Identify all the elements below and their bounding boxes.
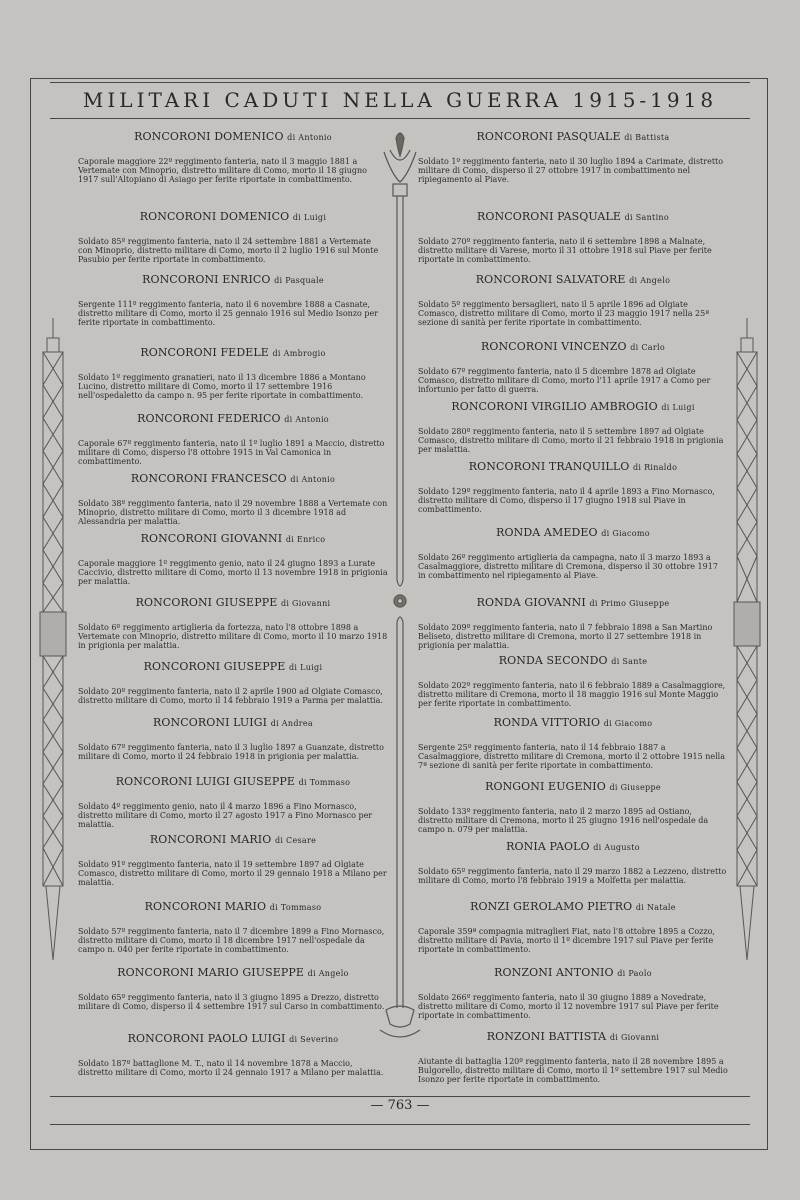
- entry-patronymic: di Carlo: [630, 343, 665, 352]
- entry-name: [78, 966, 388, 980]
- entry-left-4: [78, 412, 388, 467]
- entry-name: [78, 775, 388, 789]
- entry-description: Soldato 1º reggimento fanteria, nato il 30 luglio 1894 a Carimate, distretto militare di Como, disperso il 27 ottobre 1917 in combattimento nel ripiegamento al Piave.: [418, 157, 724, 185]
- entry-right-0: [418, 130, 728, 185]
- entry-patronymic: di Giovanni: [609, 1033, 660, 1042]
- entry-name: [78, 660, 388, 674]
- entry-name: [418, 780, 728, 794]
- entry-surname: RONGONI EUGENIO: [485, 780, 606, 793]
- entry-patronymic: di Giovanni: [280, 599, 331, 608]
- entry-patronymic: di Giacomo: [603, 719, 653, 728]
- entry-left-1: [78, 210, 388, 265]
- entry-patronymic: di Santino: [624, 213, 669, 222]
- entry-surname: RONDA AMEDEO: [496, 526, 598, 539]
- entry-patronymic: di Augusto: [593, 843, 640, 852]
- entry-surname: RONCORONI VINCENZO: [481, 340, 627, 353]
- entry-description: Soldato 67º reggimento fanteria, nato il 3 luglio 1897 a Guanzate, distretto militare di Como, morto il 24 febbraio 1918 in prigionia per malattia.: [78, 743, 384, 762]
- entry-patronymic: di Rinaldo: [632, 463, 678, 472]
- entry-left-8: [78, 660, 388, 705]
- entry-patronymic: di Antonio: [287, 133, 332, 142]
- entry-name: [418, 596, 728, 610]
- entry-name: [418, 1030, 728, 1044]
- entry-patronymic: di Andrea: [270, 719, 313, 728]
- entry-surname: RONCORONI FEDELE: [140, 346, 269, 359]
- entry-right-3: [418, 340, 728, 395]
- entry-left-10: [78, 775, 388, 830]
- entry-patronymic: di Giuseppe: [609, 783, 661, 792]
- entry-right-14: [418, 1030, 728, 1085]
- entry-surname: RONZONI BATTISTA: [486, 1030, 607, 1043]
- entry-name: [78, 900, 388, 914]
- entry-surname: RONCORONI FEDERICO: [137, 412, 281, 425]
- footer-rule-top: [50, 1096, 750, 1097]
- entry-description: Soldato 26º reggimento artiglieria da campagna, nato il 3 marzo 1893 a Casalmaggiore, distretto militare di Cremona, disperso il 30 ottobre 1917 in combattimento nel ripiegamento al Piave.: [418, 553, 718, 581]
- entry-name: [418, 273, 728, 287]
- entry-left-0: [78, 130, 388, 185]
- entry-description: Soldato 38º reggimento fanteria, nato il 29 novembre 1888 a Vertemate con Minoprio, distretto militare di Como, morto il 3 dicembre 1918 ad Alessandria per malattia.: [78, 499, 388, 527]
- entry-name: [418, 210, 728, 224]
- entry-name: [78, 273, 388, 287]
- entry-patronymic: di Tommaso: [298, 778, 351, 787]
- entry-description: Soldato 133º reggimento fanteria, nato il 2 marzo 1895 ad Ostiano, distretto militare di Cremona, morto il 25 giugno 1916 nell'ospedale da campo n. 079 per malattia.: [418, 807, 709, 835]
- entry-patronymic: di Antonio: [290, 475, 336, 484]
- entry-patronymic: di Luigi: [292, 213, 327, 222]
- entry-description: Sergente 25º reggimento fanteria, nato il 14 febbraio 1887 a Casalmaggiore, distretto militare di Cremona, morto il 2 ottobre 1915 nella 7ª sezione di sanità per ferite riportate in combattimento.: [418, 743, 726, 771]
- entry-name: [78, 210, 388, 224]
- entry-surname: RONDA VITTORIO: [493, 716, 601, 729]
- entry-name: [418, 340, 728, 354]
- entry-description: Soldato 270º reggimento fanteria, nato il 6 settembre 1898 a Malnate, distretto militare di Varese, morto il 31 ottobre 1918 sul Piave per ferite riportate in combattimento.: [418, 237, 712, 265]
- entry-left-13: [78, 966, 388, 1011]
- entry-left-5: [78, 472, 388, 527]
- entry-patronymic: di Luigi: [661, 403, 695, 412]
- entry-patronymic: di Angelo: [307, 969, 349, 978]
- entry-description: Soldato 1º reggimento granatieri, nato il 13 dicembre 1886 a Montano Lucino, distretto militare di Como, morto il 17 settembre 1916 nell'ospedaletto da campo n. 95 per ferite riportate in combattimento.: [78, 373, 366, 401]
- entry-surname: RONZI GEROLAMO PIETRO: [470, 900, 633, 913]
- entry-right-12: [418, 900, 728, 955]
- entry-description: Caporale maggiore 22º reggimento fanteria, nato il 3 maggio 1881 a Vertemate con Minoprio, distretto militare di Como, morto il 18 giugno 1917 sull'Altopiano di Asiago per ferite riportate in combattimento.: [78, 157, 367, 185]
- entry-description: Soldato 129º reggimento fanteria, nato il 4 aprile 1893 a Fino Mornasco, distretto militare di Como, disperso il 17 giugno 1918 sul Piave in combattimento.: [418, 487, 715, 515]
- entry-left-2: [78, 273, 388, 328]
- entry-name: [418, 400, 728, 414]
- entry-surname: RONDA SECONDO: [498, 654, 608, 667]
- entry-description: Soldato 4º reggimento genio, nato il 4 marzo 1896 a Fino Mornasco, distretto militare di Como, morto il 27 agosto 1917 a Fino Mornasco per malattia.: [78, 802, 373, 830]
- entry-patronymic: di Paolo: [617, 969, 652, 978]
- entry-description: Soldato 65º reggimento fanteria, nato il 29 marzo 1882 a Lezzeno, distretto militare di Como, morto l'8 febbraio 1919 a Molfetta per malattia.: [418, 867, 727, 886]
- entry-surname: RONDA GIOVANNI: [476, 596, 586, 609]
- entry-name: [78, 833, 388, 847]
- entry-name: [78, 412, 388, 426]
- entry-left-12: [78, 900, 388, 955]
- entry-description: Aiutante di battaglia 120º reggimento fanteria, nato il 28 novembre 1895 a Bulgorello, distretto militare di Como, morto il 1º settembre 1917 sul Medio Isonzo per ferite riportate in combattimento.: [418, 1057, 728, 1085]
- entry-surname: RONCORONI FRANCESCO: [130, 472, 287, 485]
- entry-surname: RONCORONI SALVATORE: [475, 273, 626, 286]
- entry-left-9: [78, 716, 388, 761]
- entry-description: Soldato 202º reggimento fanteria, nato il 6 febbraio 1889 a Casalmaggiore, distretto militare di Cremona, morto il 18 maggio 1916 sul Monte Maggio per ferite riportate in combattimento.: [418, 681, 726, 709]
- entry-left-3: [78, 346, 388, 401]
- entry-surname: RONCORONI GIUSEPPE: [143, 660, 286, 673]
- entry-description: Sergente 111º reggimento fanteria, nato il 6 novembre 1888 a Casnate, distretto militare di Como, morto il 25 gennaio 1916 sul Medio Isonzo per ferite riportate in combattimento.: [78, 300, 379, 328]
- entry-surname: RONCORONI VIRGILIO AMBROGIO: [451, 400, 658, 413]
- entry-name: [78, 596, 388, 610]
- entry-patronymic: di Sante: [611, 657, 648, 666]
- entry-name: [78, 346, 388, 360]
- entry-surname: RONIA PAOLO: [506, 840, 590, 853]
- entry-patronymic: di Cesare: [274, 836, 317, 845]
- entry-patronymic: di Natale: [635, 903, 676, 912]
- entry-left-11: [78, 833, 388, 888]
- entry-name: [418, 654, 728, 668]
- entry-surname: RONCORONI LUIGI: [153, 716, 268, 729]
- entry-patronymic: di Tommaso: [269, 903, 322, 912]
- entry-name: [418, 840, 728, 854]
- entry-surname: RONCORONI MARIO GIUSEPPE: [117, 966, 304, 979]
- entry-patronymic: di Angelo: [629, 276, 671, 285]
- entry-name: [78, 716, 388, 730]
- entry-right-6: [418, 526, 728, 581]
- entry-surname: RONCORONI PASQUALE: [476, 130, 621, 143]
- entry-left-6: [78, 532, 388, 587]
- entry-surname: RONCORONI LUIGI GIUSEPPE: [115, 775, 296, 788]
- entry-name: [78, 472, 388, 486]
- entry-surname: RONCORONI DOMENICO: [139, 210, 290, 223]
- entry-surname: RONCORONI PAOLO LUIGI: [127, 1032, 286, 1045]
- entry-patronymic: di Pasquale: [274, 276, 324, 285]
- entry-description: Soldato 280º reggimento fanteria, nato il 5 settembre 1897 ad Olgiate Comasco, distretto militare di Como, morto il 21 febbraio 1918 in prigionia per malattia.: [418, 427, 724, 455]
- entry-patronymic: di Giacomo: [601, 529, 650, 538]
- entry-name: [418, 716, 728, 730]
- entry-description: Soldato 5º reggimento bersaglieri, nato il 5 aprile 1896 ad Olgiate Comasco, distretto militare di Como, morto il 23 maggio 1917 nella 25ª sezione di sanità per ferite riportate in combattimento.: [418, 300, 710, 328]
- entry-patronymic: di Severino: [289, 1035, 339, 1044]
- entry-name: [78, 130, 388, 144]
- entry-patronymic: di Primo Giuseppe: [589, 599, 670, 608]
- page-title: MILITARI CADUTI NELLA GUERRA 1915-1918: [82, 88, 718, 112]
- entry-surname: RONCORONI DOMENICO: [134, 130, 284, 143]
- entry-left-14: [78, 1032, 388, 1077]
- entry-right-5: [418, 460, 728, 515]
- entry-description: Soldato 57º reggimento fanteria, nato il 7 dicembre 1899 a Fino Mornasco, distretto militare di Como, morto il 18 dicembre 1917 nell'ospedale da campo n. 040 per ferite riportate in combattimento.: [78, 927, 385, 955]
- entry-right-2: [418, 273, 728, 328]
- entry-patronymic: di Luigi: [289, 663, 323, 672]
- entry-right-4: [418, 400, 728, 455]
- entry-description: Soldato 187º battaglione M. T., nato il 14 novembre 1878 a Maccio, distretto militare di Como, morto il 24 gennaio 1917 a Milano per malattia.: [78, 1059, 384, 1078]
- entry-right-10: [418, 780, 728, 835]
- page-number: — 763 —: [370, 1098, 430, 1113]
- entry-surname: RONCORONI GIUSEPPE: [135, 596, 278, 609]
- entry-description: Caporale 359ª compagnia mitraglieri Fiat, nato l'8 ottobre 1895 a Cozzo, distretto militare di Pavia, morto il 1º dicembre 1917 sul Piave per ferite riportate in combattimento.: [418, 927, 715, 955]
- entry-right-11: [418, 840, 728, 885]
- footer-rule-bottom: [50, 1124, 750, 1125]
- entry-surname: RONCORONI ENRICO: [142, 273, 271, 286]
- entry-patronymic: di Antonio: [284, 415, 329, 424]
- entry-name: [418, 966, 728, 980]
- entry-description: Soldato 67º reggimento fanteria, nato il 5 dicembre 1878 ad Olgiate Comasco, distretto militare di Como, morto l'11 aprile 1917 a Como per infortunio per fatto di guerra.: [418, 367, 711, 395]
- entry-patronymic: di Battista: [624, 133, 670, 142]
- entry-right-13: [418, 966, 728, 1021]
- entry-description: Caporale maggiore 1º reggimento genio, nato il 24 giugno 1893 a Lurate Caccivio, distretto militare di Como, morto il 13 novembre 1918 in prigionia per malattia.: [78, 559, 388, 587]
- entry-name: [418, 460, 728, 474]
- entry-description: Soldato 209º reggimento fanteria, nato il 7 febbraio 1898 a San Martino Beliseto, distretto militare di Cremona, morto il 27 settembre 1918 in prigionia per malattia.: [418, 623, 713, 651]
- title-rule-top: [50, 82, 750, 83]
- entry-name: [418, 526, 728, 540]
- entry-name: [78, 1032, 388, 1046]
- entry-name: [78, 532, 388, 546]
- entry-description: Soldato 266º reggimento fanteria, nato il 30 giugno 1889 a Novedrate, distretto militare di Como, morto il 12 novembre 1917 sul Piave per ferite riportate in combattimento.: [418, 993, 719, 1021]
- entry-left-7: [78, 596, 388, 651]
- entry-description: Soldato 20º reggimento fanteria, nato il 2 aprile 1900 ad Olgiate Comasco, distretto militare di Como, morto il 14 febbraio 1919 a Parma per malattia.: [78, 687, 383, 706]
- entry-surname: RONCORONI MARIO: [144, 900, 267, 913]
- title-rule-bottom: [50, 118, 750, 119]
- entry-description: Caporale 67º reggimento fanteria, nato il 1º luglio 1891 a Maccio, distretto militare di Como, disperso l'8 ottobre 1915 in Val Camonica in combattimento.: [78, 439, 385, 467]
- entry-patronymic: di Enrico: [285, 535, 326, 544]
- entry-description: Soldato 85º reggimento fanteria, nato il 24 settembre 1881 a Vertemate con Minoprio, distretto militare di Como, morto il 2 luglio 1916 sul Monte Pasubio per ferite riportate in combattimento.: [78, 237, 379, 265]
- entry-surname: RONCORONI TRANQUILLO: [468, 460, 630, 473]
- entry-name: [418, 900, 728, 914]
- entry-patronymic: di Ambrogio: [272, 349, 326, 358]
- entry-surname: RONZONI ANTONIO: [494, 966, 614, 979]
- entry-surname: RONCORONI GIOVANNI: [140, 532, 283, 545]
- entry-description: Soldato 91º reggimento fanteria, nato il 19 settembre 1897 ad Olgiate Comasco, distretto militare di Como, morto il 29 gennaio 1918 a Milano per malattia.: [78, 860, 387, 888]
- entry-surname: RONCORONI MARIO: [149, 833, 272, 846]
- entry-surname: RONCORONI PASQUALE: [476, 210, 622, 223]
- entry-right-7: [418, 596, 728, 651]
- entry-right-9: [418, 716, 728, 771]
- entry-description: Soldato 6º reggimento artiglieria da fortezza, nato l'8 ottobre 1898 a Vertemate con Minoprio, distretto militare di Como, morto il 10 marzo 1918 in prigionia per malattia.: [78, 623, 388, 651]
- entry-right-1: [418, 210, 728, 265]
- entry-right-8: [418, 654, 728, 709]
- entry-name: [418, 130, 728, 144]
- entry-description: Soldato 65º reggimento fanteria, nato il 3 giugno 1895 a Drezzo, distretto militare di Como, disperso il 4 settembre 1917 sul Carso in combattimento.: [78, 993, 385, 1012]
